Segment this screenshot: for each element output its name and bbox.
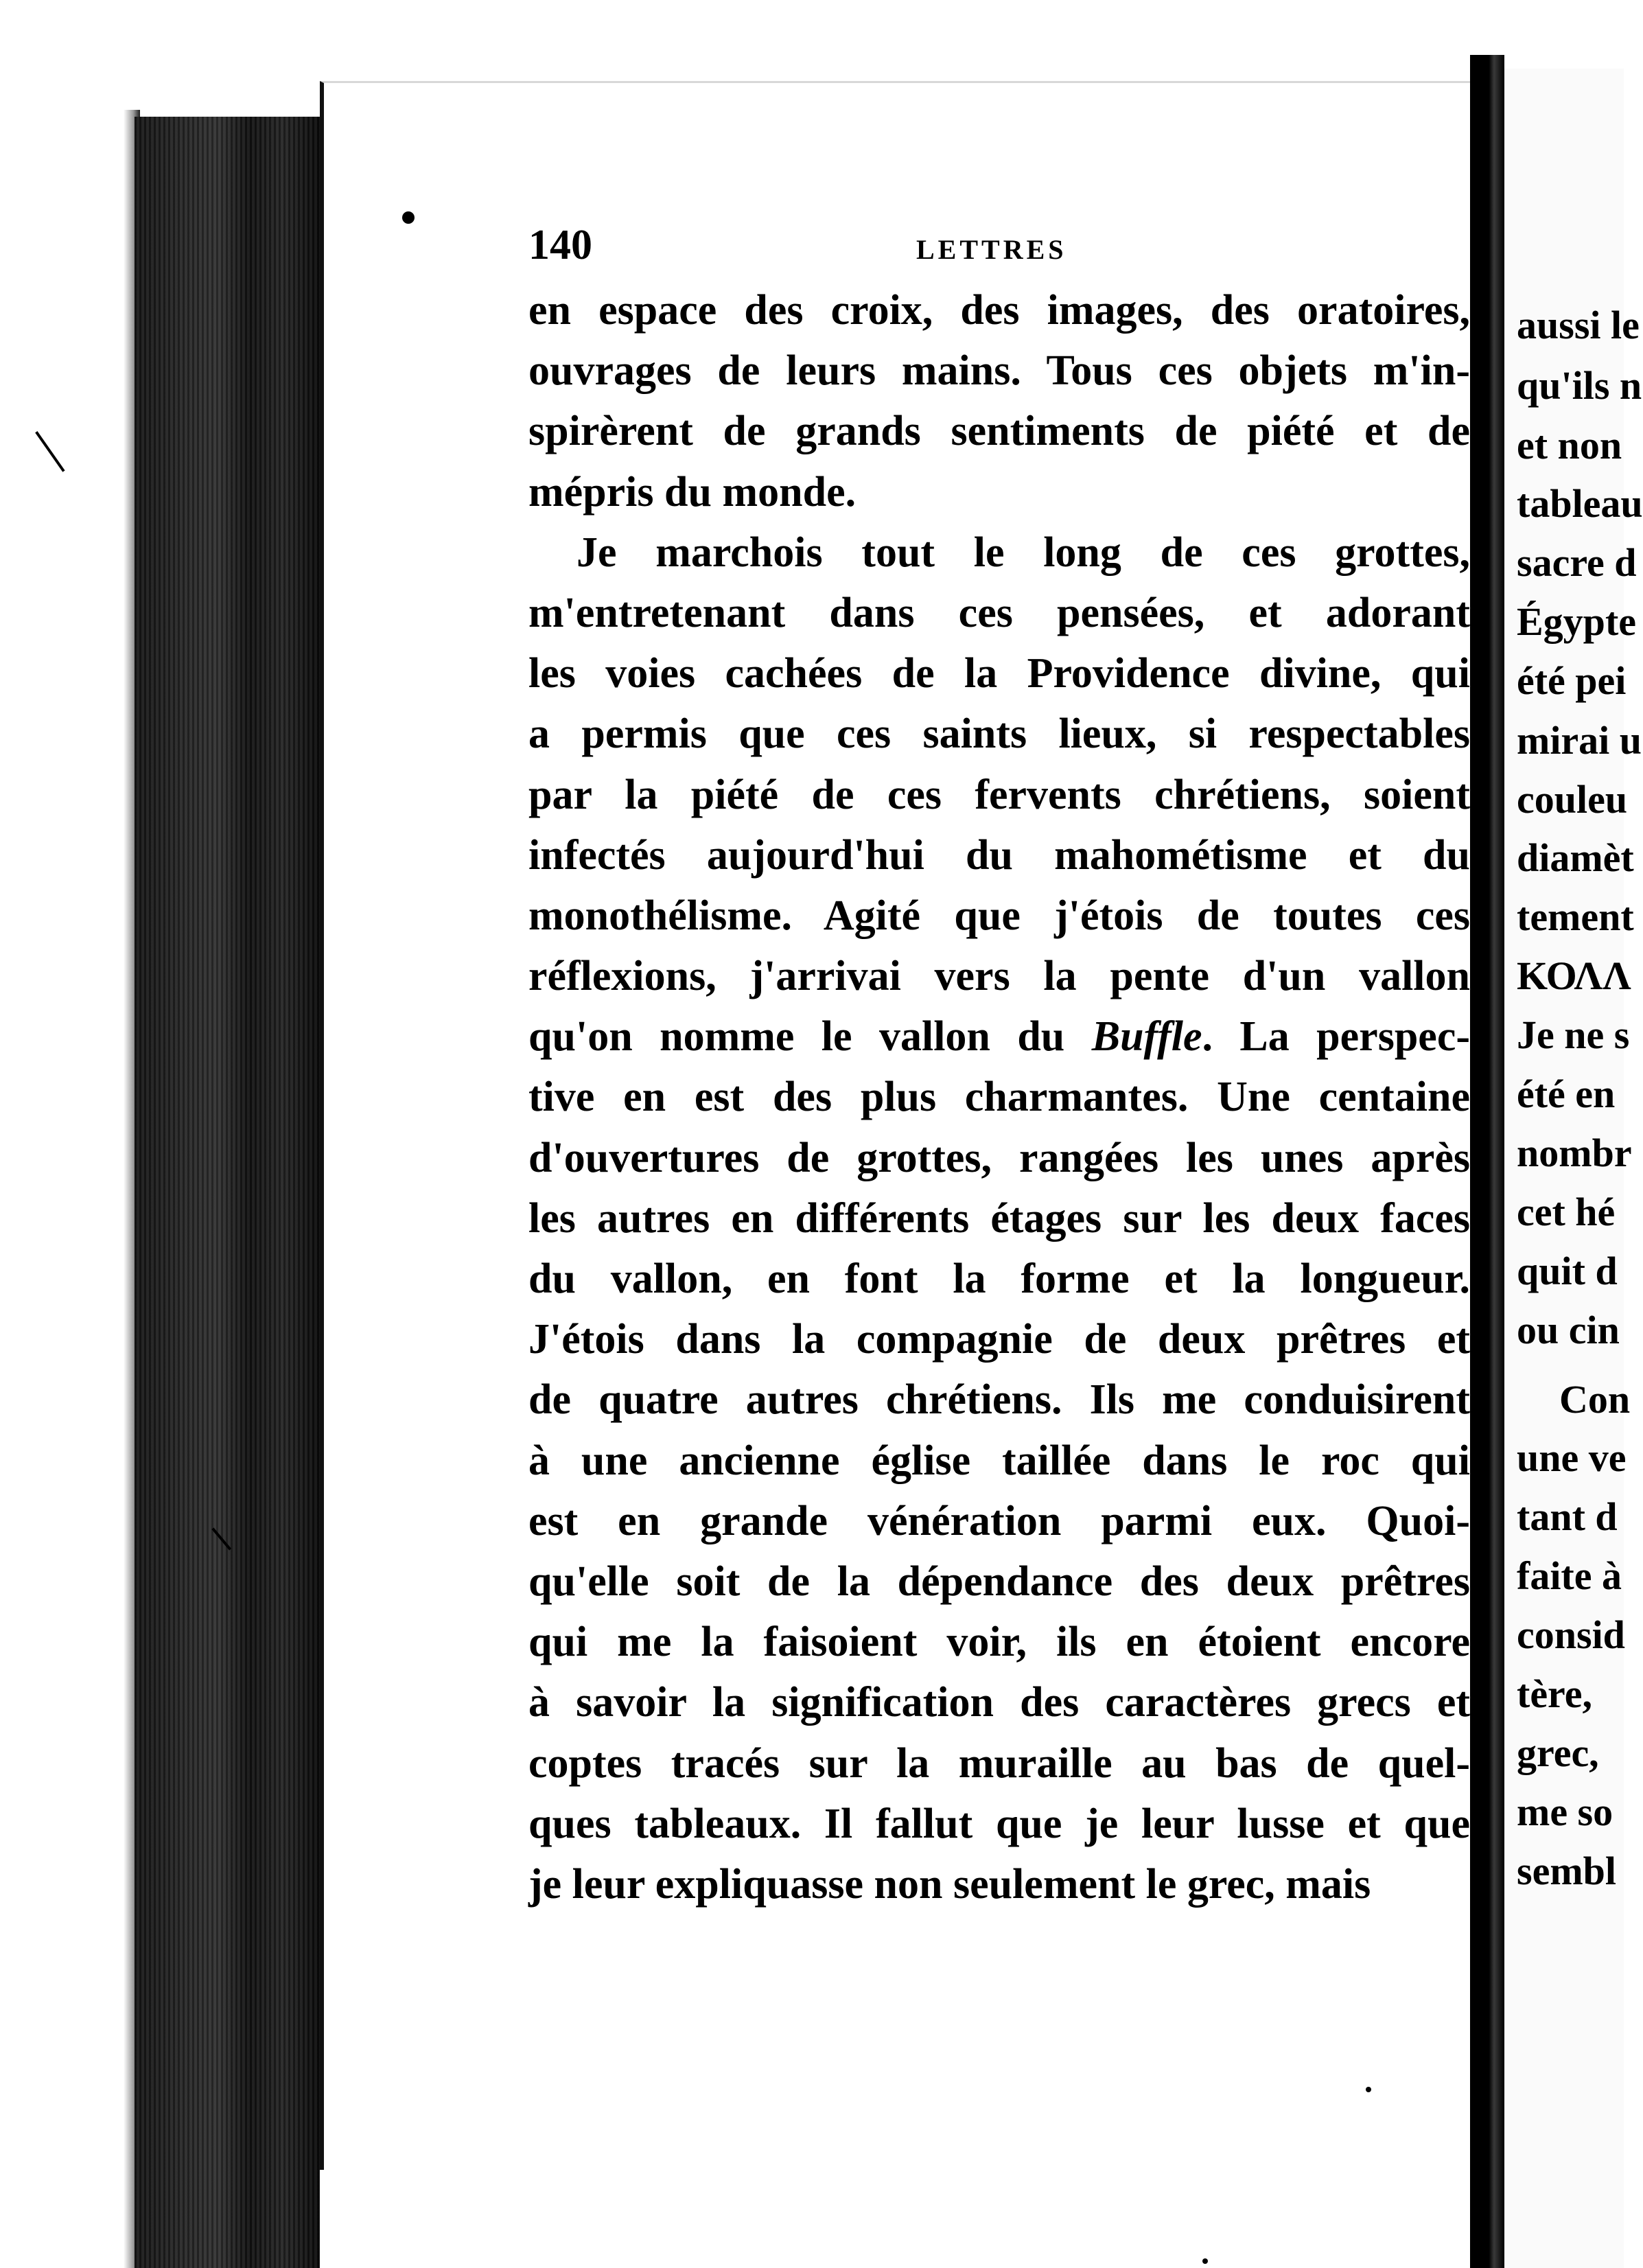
facing-text-line: consid [1517,1612,1625,1657]
facing-text-line: tère, [1517,1671,1592,1716]
page-gutter [1470,55,1504,2268]
facing-text-line: ΚΟΛΛ [1517,953,1631,998]
body-text [528,280,1470,1914]
text-line: de quatre autres chrétiens. Ils me conduisirent [528,1376,1470,1424]
text-line: est en grande vénération parmi eux. Quoi- [528,1497,1470,1544]
facing-page [1504,69,1643,2268]
facing-text-line: diamèt [1517,835,1634,880]
page-header [528,221,1462,269]
margin-mark [35,427,71,472]
facing-text-line: quit d [1517,1249,1618,1293]
facing-text-line: cet hé [1517,1190,1616,1234]
text-line: qu'on nomme le vallon du Buffle. La perspec- [528,1013,1470,1061]
facing-text-line: tant d [1517,1494,1618,1539]
text-line: ques tableaux. Il fallut que je leur lusse et que [528,1800,1470,1847]
facing-text-line: faite à [1517,1553,1622,1598]
facing-text-line: aussi le [1517,303,1640,347]
text-line: mépris du monde. [528,468,857,516]
text-line: infectés aujourd'hui du mahométisme et du [528,831,1470,879]
text-line: J'étois dans la compagnie de deux prêtres et [528,1316,1470,1363]
facing-text-line: sacre d [1517,540,1637,585]
text-line: ouvrages de leurs mains. Tous ces objets m'in- [528,347,1470,395]
facing-text-line: Égypte [1517,599,1636,644]
text-line: monothélisme. Agité que j'étois de toutes ces [528,892,1470,939]
text-line: à savoir la signification des caractères grecs et [528,1679,1470,1726]
facing-text-line: été pei [1517,658,1627,703]
text-line: coptes tracés sur la muraille au bas de quel- [528,1739,1470,1787]
facing-text-line: grec, [1517,1731,1599,1775]
facing-text-line: couleu [1517,777,1628,822]
text-line: je leur expliquasse non seulement le grec, mais [528,1860,1371,1908]
facing-text-line: été en [1517,1072,1616,1116]
text-line: à une ancienne église taillée dans le roc qui [528,1437,1470,1484]
facing-text-line: et non [1517,423,1622,467]
facing-text-line: tement [1517,894,1634,939]
book-spine [135,117,320,2268]
ink-speck [1202,2258,1208,2264]
ink-spot [402,211,415,224]
text-line: les autres en différents étages sur les deux faces [528,1194,1470,1242]
text-line: d'ouvertures de grottes, rangées les unes après [528,1134,1470,1181]
page-number: 140 [528,222,592,268]
facing-text-line: nombr [1517,1131,1632,1175]
text-line: spirèrent de grands sentiments de piété et de [528,408,1470,455]
text-line: tive en est des plus charmantes. Une centaine [528,1074,1470,1121]
running-head: LETTRES [916,234,1067,265]
facing-text-line: une ve [1517,1435,1627,1480]
text-line: a permis que ces saints lieux, si respectables [528,710,1470,758]
facing-text-line: sembl [1517,1849,1616,1893]
facing-text-line: tableau [1517,481,1643,526]
text-line: réflexions, j'arrivai vers la pente d'un vallon [528,953,1470,1000]
facing-text-line: me so [1517,1790,1613,1834]
text-line: qui me la faisoient voir, ils en étoient encore [528,1619,1470,1666]
facing-text-line: Je ne s [1517,1012,1630,1057]
text-line: du vallon, en font la forme et la longueur. [528,1256,1470,1302]
text-line: Je marchois tout le long de ces grottes, [576,529,1470,576]
text-line: qu'elle soit de la dépendance des deux prêtres [528,1558,1470,1605]
ink-speck [1366,2087,1371,2092]
text-line: les voies cachées de la Providence divine, qui [528,650,1470,697]
facing-text-line: qu'ils n [1517,363,1642,408]
text-line: par la piété de ces fervents chrétiens, soient [528,771,1470,818]
facing-text-line: Con [1559,1377,1631,1422]
facing-text-line: mirai u [1517,718,1642,763]
facing-text-line: ou cin [1517,1308,1620,1352]
text-line: en espace des croix, des images, des oratoires, [528,287,1470,334]
text-line: m'entretenant dans ces pensées, et adorant [528,589,1470,636]
